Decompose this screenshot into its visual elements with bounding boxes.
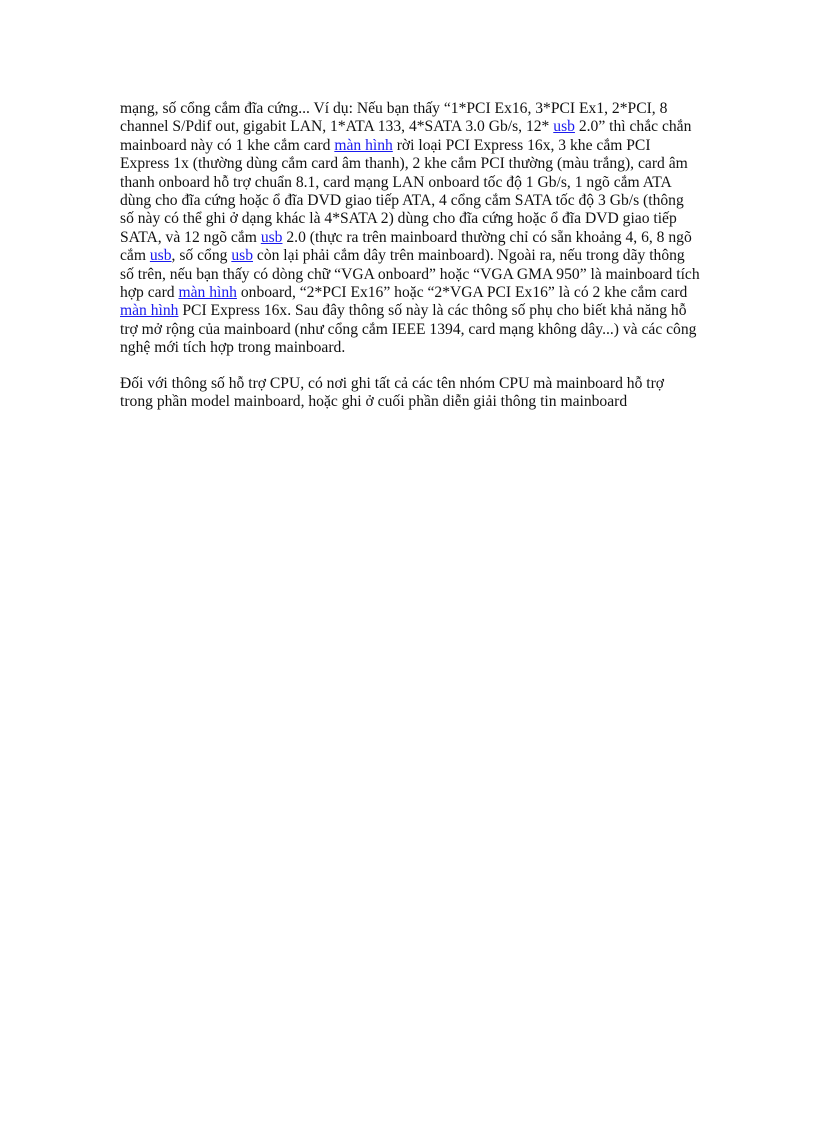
text-segment: PCI Express 16x. Sau đây thông số này là các thông số phụ cho biết khả năng hỗ trợ mở rộng của mainboard (như cổng cắm IEEE 1394, card mạng không dây...) và các công nghệ mới tích hợp trong mainboard.	[120, 302, 697, 357]
text-segment: rời loại PCI Express 16x, 3 khe cắm PCI Express 1x (thường dùng cắm card âm thanh), 2 khe cắm PCI thường (màu trắng), card âm thanh onboard hỗ trợ chuẩn 8.1, card mạng LAN onboard tốc độ 1 Gb/s, 1 ngõ cắm ATA dùng cho đĩa cứng hoặc ổ đĩa DVD giao tiếp ATA, 4 cổng cắm SATA tốc độ 3 Gb/s (thông số này có thể ghi ở dạng khác là 4*SATA 2) dùng cho đĩa cứng hoặc ổ đĩa DVD giao tiếp SATA, và 12 ngõ cắm	[120, 136, 688, 246]
link-usb[interactable]: usb	[149, 247, 172, 265]
text-segment: onboard, “2*PCI Ex16” hoặc “2*VGA PCI Ex16” là có 2 khe cắm card	[236, 284, 688, 302]
text-segment: , số cổng	[171, 247, 232, 265]
link-usb[interactable]: usb	[553, 118, 575, 136]
text-segment: mạng, số cổng cắm đĩa cứng... Ví dụ: Nếu bạn thấy “1*PCI Ex16, 3*PCI Ex1, 2*PCI, 8 channel S/Pdif out, gigabit LAN, 1*ATA 133, 4*SATA 3.0 Gb/s, 12*	[120, 100, 668, 136]
text-segment: 2.0” thì chắc chắn mainboard này có 1 khe cắm card	[120, 118, 692, 154]
link-man-hinh[interactable]: màn hình	[120, 302, 179, 320]
document-body	[120, 100, 700, 412]
link-man-hinh[interactable]: màn hình	[178, 284, 237, 302]
text-segment: còn lại phải cắm dây trên mainboard). Ngoài ra, nếu trong dãy thông số trên, nếu bạn thấy có dòng chữ “VGA onboard” hoặc “VGA GMA 950” là mainboard tích hợp card	[120, 247, 700, 302]
paragraph-motherboard-specs	[120, 100, 700, 358]
link-usb[interactable]: usb	[231, 247, 253, 265]
link-usb[interactable]: usb	[260, 228, 283, 246]
text-segment: 2.0 (thực ra trên mainboard thường chỉ có sẵn khoảng 4, 6, 8 ngõ cắm	[120, 228, 692, 265]
link-man-hinh[interactable]: màn hình	[334, 136, 393, 154]
paragraph-cpu-support: Đối với thông số hỗ trợ CPU, có nơi ghi tất cả các tên nhóm CPU mà mainboard hỗ trợ trong phần model mainboard, hoặc ghi ở cuối phần diễn giải thông tin mainboard	[120, 374, 665, 411]
